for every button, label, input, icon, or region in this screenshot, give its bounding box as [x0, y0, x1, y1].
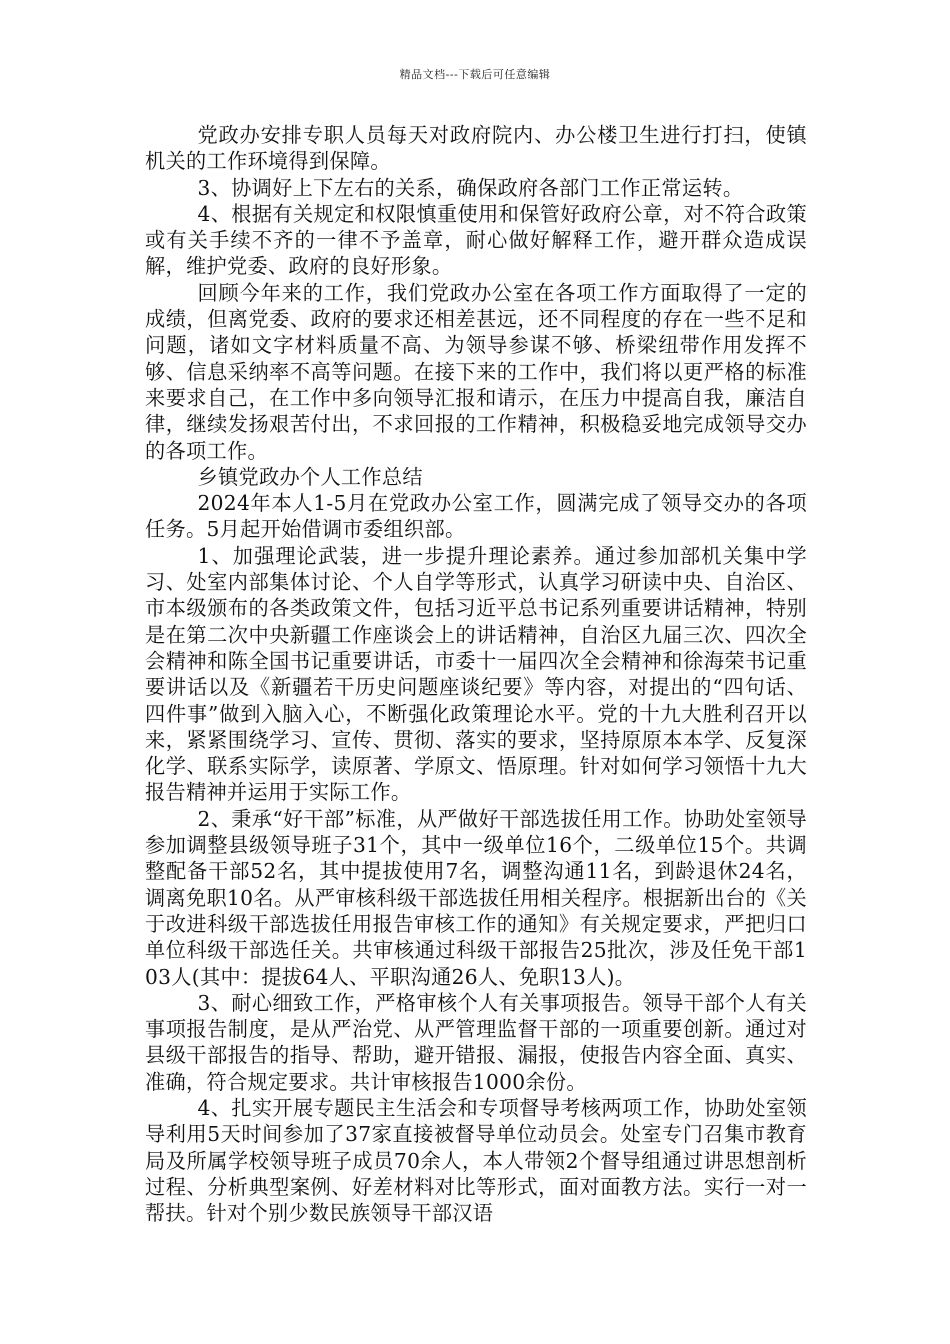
- document-body: [145, 122, 807, 1226]
- paragraph-4: 回顾今年来的工作，我们党政办公室在各项工作方面取得了一定的成绩，但离党委、政府的要求还相差甚远，还不同程度的存在一些不足和问题，诸如文字材料质量不高、为领导参谋不够、桥梁纽带作用发挥不够、信息采纳率不高等问题。在接下来的工作中，我们将以更严格的标准来要求自己，在工作中多向领导汇报和请示，在压力中提高自我，廉洁自律，继续发扬艰苦付出，不求回报的工作精神，积极稳妥地完成领导交办的各项工作。: [145, 280, 807, 463]
- section-title: 乡镇党政办个人工作总结: [197, 464, 423, 489]
- paragraph-8: 3、耐心细致工作，严格审核个人有关事项报告。领导干部个人有关事项报告制度，是从严治党、从严管理监督干部的一项重要创新。通过对县级干部报告的指导、帮助，避开错报、漏报，使报告内容全面、真实、准确，符合规定要求。共计审核报告1000余份。: [145, 990, 807, 1094]
- paragraph-5: 2024年本人1-5月在党政办公室工作，圆满完成了领导交办的各项任务。5月起开始借调市委组织部。: [145, 491, 807, 542]
- paragraph-1: 党政办安排专职人员每天对政府院内、办公楼卫生进行打扫，使镇机关的工作环境得到保障。: [145, 123, 807, 174]
- paragraph-9: 4、扎实开展专题民主生活会和专项督导考核两项工作，协助处室领导利用5天时间参加了37家直接被督导单位动员会。处室专门召集市教育局及所属学校领导班子成员70余人，本人带领2个督导组通过讲思想剖析过程、分析典型案例、好差材料对比等形式，面对面教方法。实行一对一帮扶。针对个别少数民族领导干部汉语: [145, 1095, 807, 1226]
- paragraph-7: 2、秉承“好干部”标准，从严做好干部选拔任用工作。协助处室领导参加调整县级领导班子31个，其中一级单位16个，二级单位15个。共调整配备干部52名，其中提拔使用7名，调整沟通11名，到龄退休24名，调离免职10名。从严审核科级干部选拔任用相关程序。根据新出台的《关于改进科级干部选拔任用报告审核工作的通知》有关规定要求，严把归口单位科级干部选任关。共审核通过科级干部报告25批次，涉及任免干部103人(其中：提拔64人、平职沟通26人、免职13人)。: [145, 806, 807, 989]
- paragraph-2: 3、协调好上下左右的关系，确保政府各部门工作正常运转。: [197, 175, 744, 200]
- page-header: 精品文档---下载后可任意编辑: [399, 68, 551, 81]
- paragraph-6: 1、加强理论武装，进一步提升理论素养。通过参加部机关集中学习、处室内部集体讨论、个人自学等形式，认真学习研读中央、自治区、市本级颁布的各类政策文件，包括习近平总书记系列重要讲话精神，特别是在第二次中央新疆工作座谈会上的讲话精神，自治区九届三次、四次全会精神和陈全国书记重要讲话，市委十一届四次全会精神和徐海荣书记重要讲话以及《新疆若干历史问题座谈纪要》等内容，对提出的“四句话、四件事”做到入脑入心，不断强化政策理论水平。党的十九大胜利召开以来，紧紧围绕学习、宣传、贯彻、落实的要求，坚持原原本本学、反复深化学、联系实际学，读原著、学原文、悟原理。针对如何学习领悟十九大报告精神并运用于实际工作。: [145, 543, 807, 805]
- paragraph-3: 4、根据有关规定和权限慎重使用和保管好政府公章，对不符合政策或有关手续不齐的一律不予盖章，耐心做好解释工作，避开群众造成误解，维护党委、政府的良好形象。: [145, 201, 807, 279]
